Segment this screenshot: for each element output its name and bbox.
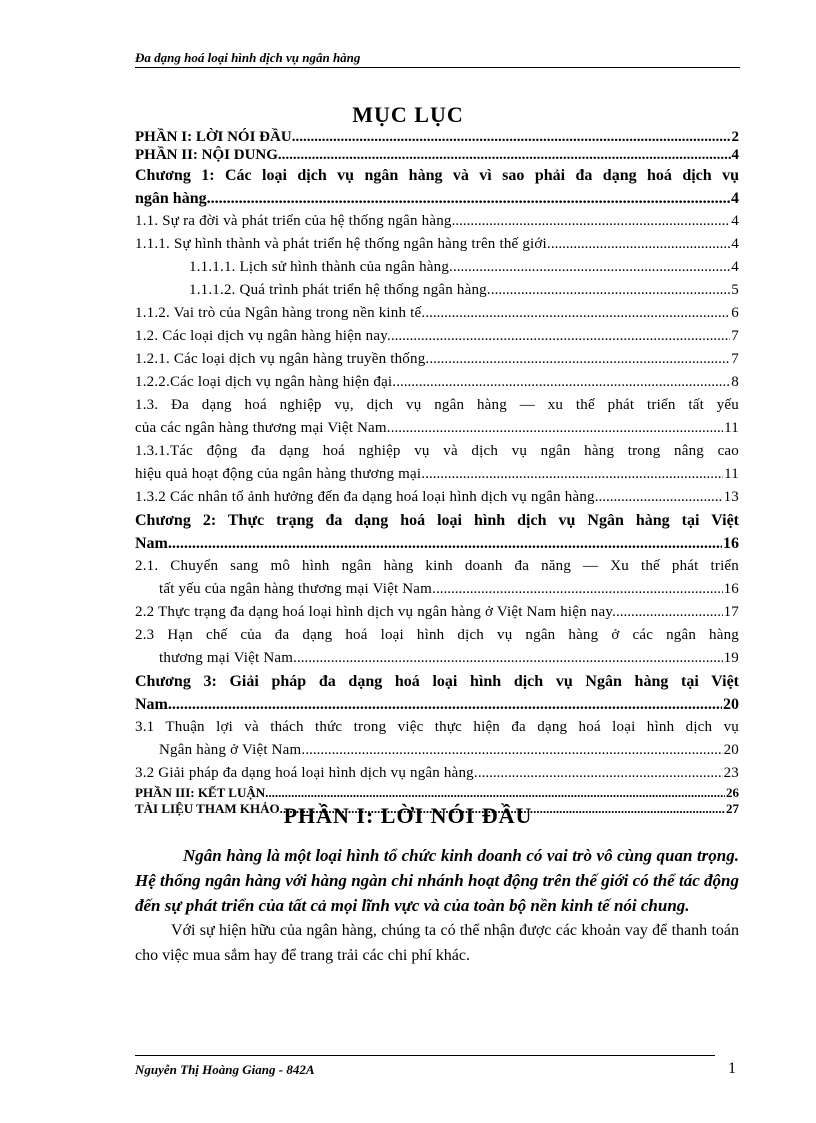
toc-entry-1-1-1-1[interactable]: 1.1.1.1. Lịch sử hình thành của ngân hàng. ..... 4 [135,256,739,279]
toc-entry-references[interactable]: TÀI LIỆU THAM KHẢO ..... 27 [135,801,739,817]
toc-entry-3-1[interactable]: 3.1 Thuận lợi và thách thức trong việc thực hiện đa dạng hoá loại hình dịch vụ Ngân hàng ở Việt Nam. ..... 20 [135,716,739,762]
toc-title: MỤC LỤC [352,102,464,127]
toc-entry-1-1-1-2[interactable]: 1.1.1.2. Quá trình phát triển hệ thống ngân hàng. ..... 5 [135,279,739,302]
footer-rule [135,1055,715,1056]
intro-paragraph: Ngân hàng là một loại hình tổ chức kinh doanh có vai trò vô cùng quan trọng. Hệ thống ngân hàng với hàng ngàn chi nhánh hoạt động trên thế giới có thể tác động đến sự phát triển của tất cả mọi lĩnh vực và của toàn bộ nền kinh tế nói chung. [135,846,739,915]
toc-entry-1-1-1[interactable]: 1.1.1. Sự hình thành và phát triển hệ thống ngân hàng trên thế giới. ..... 4 [135,233,739,256]
toc-entry-2-1[interactable]: 2.1. Chuyển sang mô hình ngân hàng kinh doanh đa năng — Xu thế phát triển tất yếu của ngân hàng thương mại Việt Nam. ..... 16 [135,555,739,601]
toc-entry-2-3[interactable]: 2.3 Hạn chế của đa dạng hoá loại hình dịch vụ ngân hàng ở các ngân hàng thương mại Việt Nam. ..... 19 [135,624,739,670]
toc-entry-1-2[interactable]: 1.2. Các loại dịch vụ ngân hàng hiện nay. ..... 7 [135,325,739,348]
toc-entry-1-1-2[interactable]: 1.1.2. Vai trò của Ngân hàng trong nền kinh tế. ..... 6 [135,302,739,325]
toc-entry-3-2[interactable]: 3.2 Giải pháp đa dạng hoá loại hình dịch vụ ngân hàng. ..... 23 [135,762,739,785]
toc-entry-part3[interactable]: PHẦN III: KẾT LUẬN ..... 26 [135,785,739,801]
toc-entry-1-3-2[interactable]: 1.3.2 Các nhân tố ảnh hưởng đến đa dạng hoá loại hình dịch vụ ngân hàng ..... 13 [135,486,739,509]
toc-entry-1-2-2[interactable]: 1.2.2.Các loại dịch vụ ngân hàng hiện đại. ..... 8 [135,371,739,394]
table-of-contents [135,128,739,817]
section-title: PHẦN I: LỜI NÓI ĐẦU [283,803,533,828]
footer-author: Nguyễn Thị Hoàng Giang - 842A [135,1062,315,1077]
running-header: Đa dạng hoá loại hình dịch vụ ngân hàng [135,50,740,68]
toc-entry-chapter3[interactable]: Chương 3: Giải pháp đa dạng hoá loại hình dịch vụ Ngân hàng tại Việt Nam. ..... 20 [135,670,739,716]
toc-entry-1-1[interactable]: 1.1. Sự ra đời và phát triển của hệ thống ngân hàng ..... 4 [135,210,739,233]
toc-entry-part2[interactable]: PHẦN II: NỘI DUNG ..... 4 [135,146,739,164]
toc-entry-1-2-1[interactable]: 1.2.1. Các loại dịch vụ ngân hàng truyền thống. ..... 7 [135,348,739,371]
toc-entry-1-3[interactable]: 1.3. Đa dạng hoá nghiệp vụ, dịch vụ ngân hàng — xu thế phát triển tất yếu của các ngân hàng thương mại Việt Nam. ..... 11 [135,394,739,440]
toc-entry-2-2[interactable]: 2.2 Thực trạng đa dạng hoá loại hình dịch vụ ngân hàng ở Việt Nam hiện nay. ..... 17 [135,601,739,624]
toc-entry-chapter2[interactable]: Chương 2: Thực trạng đa dạng hoá loại hình dịch vụ Ngân hàng tại Việt Nam. ..... 16 [135,509,739,555]
toc-entry-part1[interactable]: PHẦN I: LỜI NÓI ĐẦU ..... 2 [135,128,739,146]
body-paragraph: Với sự hiện hữu của ngân hàng, chúng ta có thể nhận được các khoản vay để thanh toán cho việc mua sắm hay để trang trải các chi phí khác. [135,922,739,964]
toc-entry-1-3-1[interactable]: 1.3.1.Tác động đa dạng hoá nghiệp vụ và dịch vụ ngân hàng trong nâng cao hiệu quả hoạt động của ngân hàng thương mại. ..... 11 [135,440,739,486]
toc-entry-chapter1[interactable]: Chương 1: Các loại dịch vụ ngân hàng và vì sao phải đa dạng hoá dịch vụ ngân hàng. ..... 4 [135,164,739,210]
page-number: 1 [728,1060,736,1077]
section-body [135,843,739,968]
